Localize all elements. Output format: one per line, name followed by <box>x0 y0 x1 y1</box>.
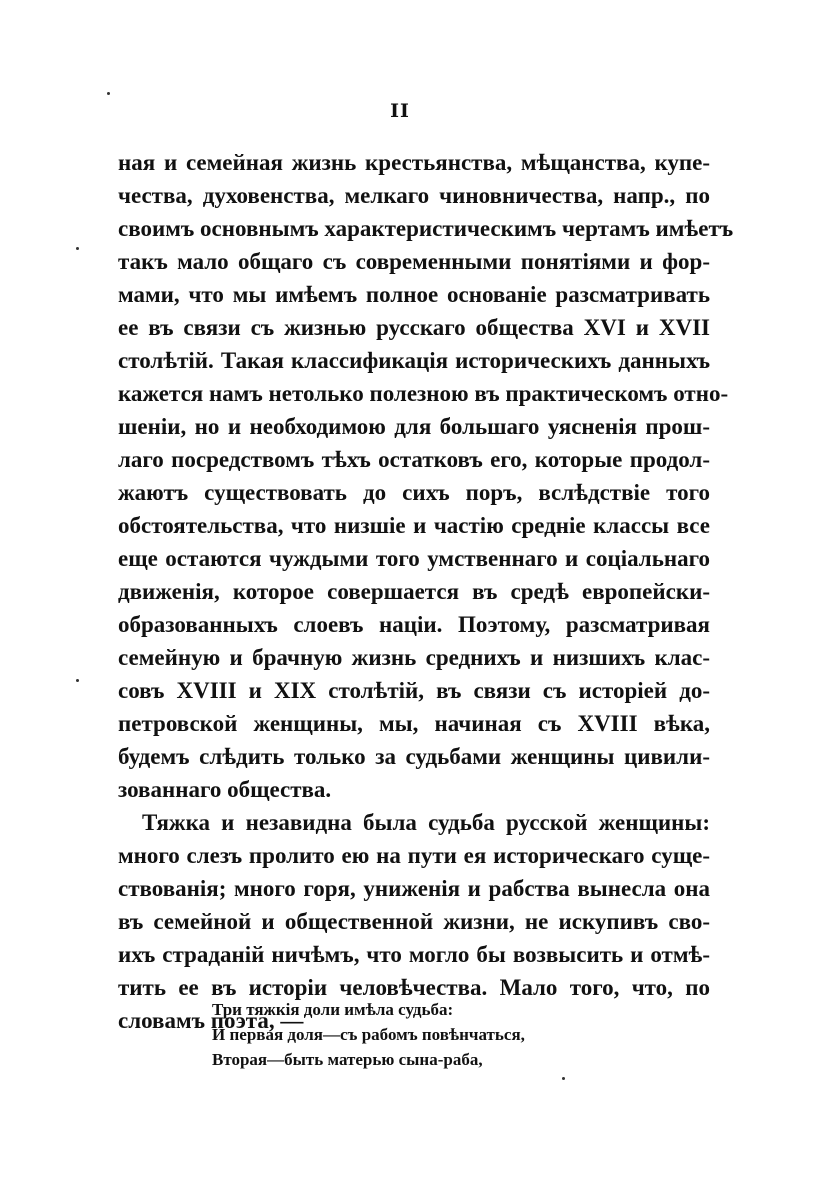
text-line: ствованія; много горя, униженія и рабства вынесла она <box>118 876 710 901</box>
print-speck <box>76 679 79 682</box>
text-line: ная и семейная жизнь крестьянства, мѣщанства, купе- <box>118 150 710 175</box>
text-line: столѣтій. Такая классификація историческихъ данныхъ <box>118 348 710 373</box>
text-line: чества, духовенства, мелкаго чиновничества, напр., по <box>118 183 710 208</box>
text-line: ихъ страданій ничѣмъ, что могло бы возвысить и отмѣ- <box>118 942 710 967</box>
verse-line: Вторая—быть матерью сына-раба, <box>212 1050 483 1069</box>
text-line: жаютъ существовать до сихъ поръ, вслѣдствіе того <box>118 480 710 505</box>
text-line: лаго посредствомъ тѣхъ остатковъ его, которые продол- <box>118 447 710 472</box>
text-line: много слезъ пролито ею на пути ея историческаго суще- <box>118 843 710 868</box>
text-line: въ семейной и общественной жизни, не искупивъ сво- <box>118 909 710 934</box>
body-text <box>118 146 734 1037</box>
text-line: кажется намъ нетолько полезною въ практическомъ отно- <box>118 381 729 406</box>
text-line: такъ мало общаго съ современными понятіями и фор- <box>118 249 710 274</box>
text-line: шеніи, но и необходимою для большаго уясненія прош- <box>118 414 710 439</box>
text-line: обстоятельства, что низшіе и частію средніе классы все <box>118 513 710 538</box>
text-line: совъ XVIII и XIX столѣтій, въ связи съ исторіей до- <box>118 678 710 703</box>
text-line: тить ее въ исторіи человѣчества. Мало того, что, по <box>118 975 710 1000</box>
print-speck <box>562 1077 565 1080</box>
page-number: II <box>390 100 410 122</box>
text-line: еще остаются чуждыми того умственнаго и соціальнаго <box>118 546 710 571</box>
text-line: зованнаго общества. <box>118 777 332 802</box>
verse-line: И первая доля—съ рабомъ повѣнчаться, <box>212 1025 525 1044</box>
text-line: будемъ слѣдить только за судьбами женщины цивили- <box>118 744 710 769</box>
text-line: движенія, которое совершается въ средѣ европейски- <box>118 579 710 604</box>
print-speck <box>107 92 110 95</box>
text-line: семейную и брачную жизнь среднихъ и низшихъ клас- <box>118 645 710 670</box>
text-line: ее въ связи съ жизнью русскаго общества XVI и XVII <box>118 315 710 340</box>
text-line: своимъ основнымъ характеристическимъ чертамъ имѣетъ <box>118 216 734 241</box>
text-line: словамъ поэта, — <box>118 1008 304 1033</box>
text-line: Тяжка и незавидна была судьба русской женщины: <box>142 810 710 835</box>
verse-quote <box>212 997 632 1072</box>
text-line: образованныхъ слоевъ націи. Поэтому, разсматривая <box>118 612 710 637</box>
text-line: петровской женщины, мы, начиная съ XVIII вѣка, <box>118 711 710 736</box>
text-line: мами, что мы имѣемъ полное основаніе разсматривать <box>118 282 710 307</box>
verse-line: Три тяжкія доли имѣла судьба: <box>212 1000 454 1019</box>
print-speck <box>76 247 79 250</box>
